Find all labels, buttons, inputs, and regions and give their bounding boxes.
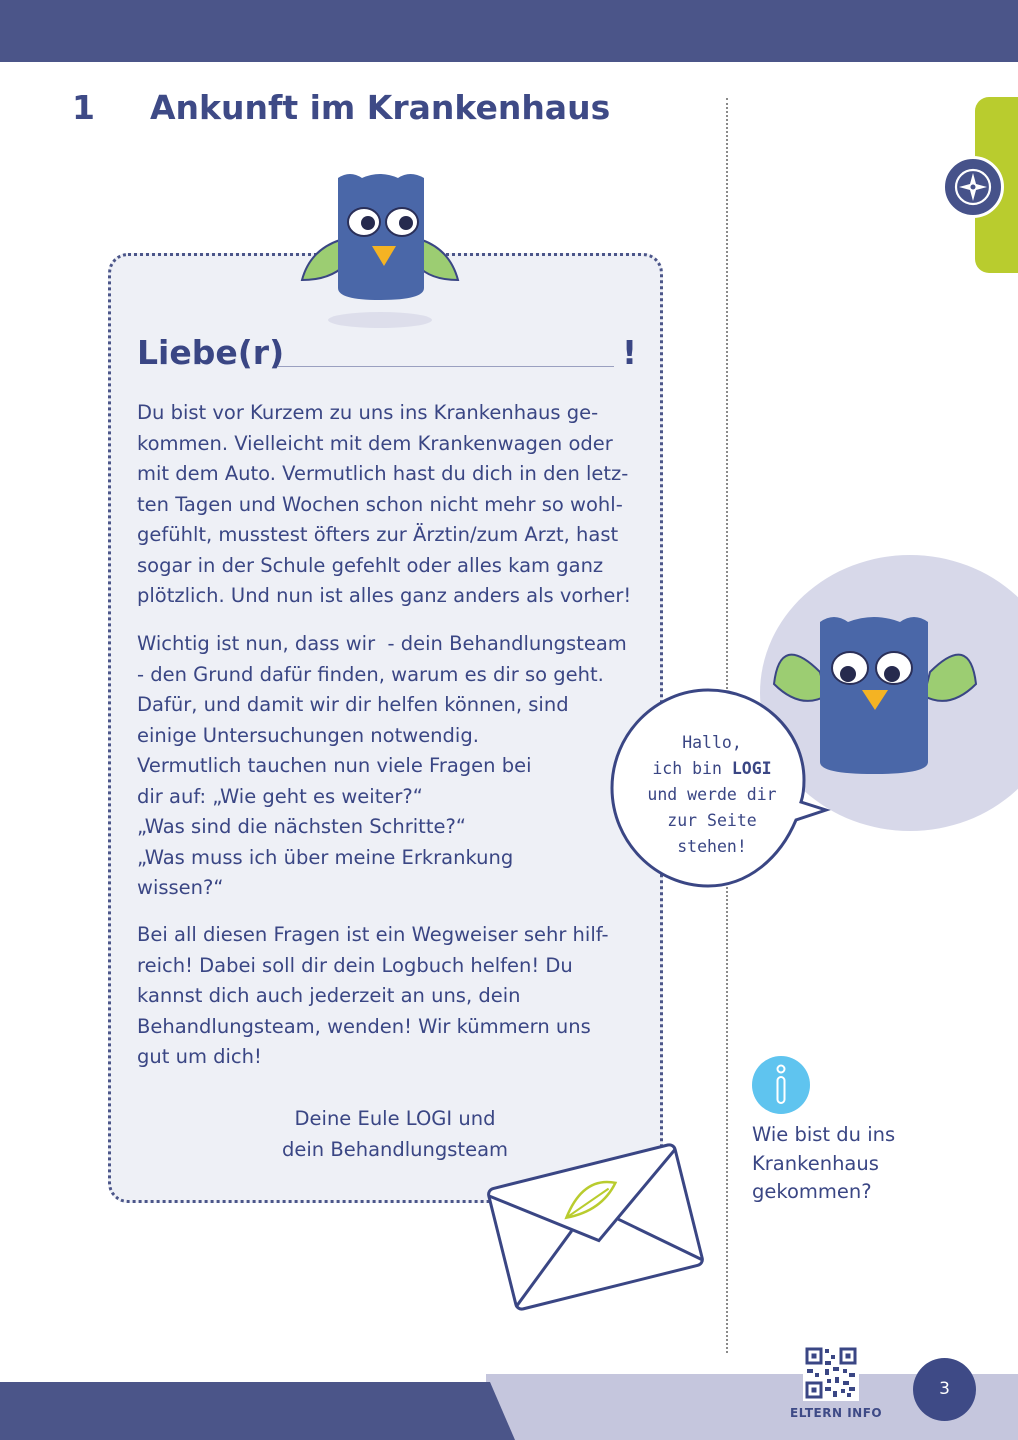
letter-paragraph-3: Bei all diesen Fragen ist ein Wegweiser sehr hilf- reich! Dabei soll dir dein Logbuch helfen! Du kannst dich auch jederzeit an uns, dein Behandlungsteam, wenden! Wir kümmern uns gut um dich! (137, 923, 609, 1068)
letter-paragraph-2: Wichtig ist nun, dass wir - dein Behandlungsteam - den Grund dafür finden, warum es dir so geht. Dafür, und damit wir dir helfen können, sind einige Untersuchungen notwendig. Vermutlich tauchen nun viele Fragen bei dir auf: „Wie geht es weiter?“ „Was sind die nächsten Schritte?“ „Was muss ich über meine Erkrankung wissen?“ (137, 632, 627, 899)
footer-band-left (0, 1380, 520, 1440)
bubble-line-1: Hallo, (682, 733, 742, 752)
qr-code[interactable] (803, 1345, 859, 1401)
compass-icon[interactable] (942, 156, 1004, 218)
info-question: Wie bist du ins Krankenhaus gekommen? (752, 1123, 896, 1203)
name-write-line[interactable] (278, 366, 614, 367)
info-icon[interactable] (752, 1056, 810, 1114)
owl-illustration (300, 170, 460, 330)
bubble-mascot-name: LOGI (731, 759, 772, 778)
greeting-exclamation: ! (622, 333, 638, 372)
bubble-line-3: und werde dir (647, 785, 777, 804)
page-number: 3 (913, 1358, 976, 1421)
speech-bubble-text (612, 730, 812, 860)
letter-paragraph-1: Du bist vor Kurzem zu uns ins Krankenhaus ge- kommen. Vielleicht mit dem Krankenwagen oder mit dem Auto. Vermutlich hast du dich in den letz- ten Tagen und Wochen schon nicht mehr so wohl- gefühlt, musstest öfters zur Ärztin/zum Arzt, hast sogar in der Schule gefehlt oder alles kam ganz plötzlich. Und nun ist alles ganz anders als vorher! (137, 401, 632, 607)
envelope-icon (485, 1145, 705, 1305)
bubble-line-5: stehen! (677, 837, 747, 856)
chapter-title: Ankunft im Krankenhaus (150, 88, 611, 127)
chapter-number: 1 (72, 88, 95, 127)
letter-signoff: Deine Eule LOGI und dein Behandlungsteam (281, 1107, 509, 1161)
parent-info-label[interactable]: ELTERN INFO (790, 1406, 883, 1420)
bubble-line-2-pre: ich bin (652, 759, 732, 778)
top-banner (0, 0, 1018, 62)
greeting: Liebe(r) (137, 333, 285, 372)
bubble-line-4: zur Seite (667, 811, 757, 830)
